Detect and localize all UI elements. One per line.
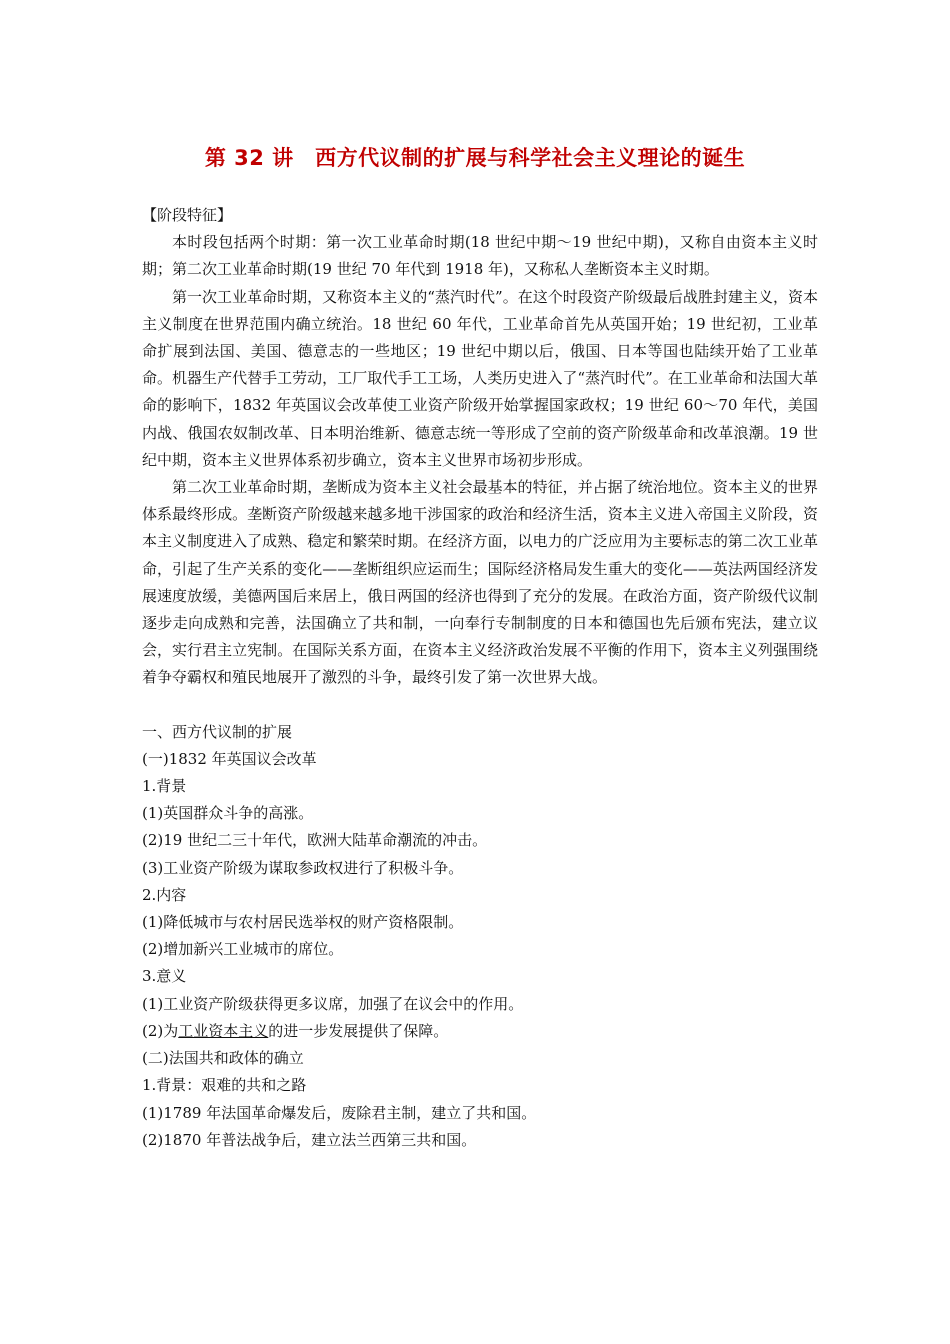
outline-item: (3)工业资产阶级为谋取参政权进行了积极斗争。	[142, 858, 464, 877]
outline-item: (2)增加新兴工业城市的席位。	[142, 940, 344, 959]
outline-heading: 一、西方代议制的扩展	[142, 722, 293, 741]
outline-item: (1)工业资产阶级获得更多议席，加强了在议会中的作用。	[142, 994, 524, 1013]
outline-item: (2)1870 年普法战争后，建立法兰西第三共和国。	[142, 1130, 477, 1149]
outline-text: 的进一步发展提供了保障。	[268, 1021, 449, 1040]
outline-subheading-britain: (一)1832 年英国议会改革	[142, 749, 317, 768]
outline-item-heading: 2.内容	[142, 885, 187, 904]
outline-item-heading: 1.背景	[142, 777, 187, 796]
outline-item: (1)1789 年法国革命爆发后，废除君主制，建立了共和国。	[142, 1103, 537, 1122]
outline-section	[142, 719, 818, 1154]
outline-subheading-france: (二)法国共和政体的确立	[142, 1049, 304, 1068]
underlined-term: 工业资本主义	[178, 1021, 269, 1040]
outline-item	[142, 1018, 818, 1045]
page-title: 第 32 讲 西方代议制的扩展与科学社会主义理论的诞生	[204, 146, 746, 170]
outline-item-heading: 1.背景：艰难的共和之路	[142, 1076, 307, 1095]
outline-item: (1)英国群众斗争的高涨。	[142, 804, 314, 823]
outline-item: (2)19 世纪二三十年代，欧洲大陆革命潮流的冲击。	[142, 831, 488, 850]
section-label: 【阶段特征】	[142, 206, 233, 224]
paragraph-first-industrial-revolution: 第一次工业革命时期，又称资本主义的“蒸汽时代”。在这个时段资产阶级最后战胜封建主义，资本主义制度在世界范围内确立统治。18 世纪 60 年代，工业革命首先从英国开始；19 世纪初，工业革命扩展到法国、美国、德意志的一些地区；19 世纪中期以后，俄国、日本等国也陆续开始了工业革命。机器生产代替手工劳动，工厂取代手工工场，人类历史进入了“蒸汽时代”。在工业革命和法国大革命的影响下，1832 年英国议会改革使工业资产阶级开始掌握国家政权；19 世纪 60～70 年代，美国内战、俄国农奴制改革、日本明治维新、德意志统一等形成了空前的资产阶级革命和改革浪潮。19 世纪中期，资本主义世界体系初步确立，资本主义世界市场初步形成。	[142, 287, 818, 469]
outline-text: (2)为	[142, 1021, 179, 1040]
outline-item: (1)降低城市与农村居民选举权的财产资格限制。	[142, 913, 464, 932]
paragraph-second-industrial-revolution: 第二次工业革命时期，垄断成为资本主义社会最基本的特征，并占据了统治地位。资本主义的世界体系最终形成。垄断资产阶级越来越多地干涉国家的政治和经济生活，资本主义进入帝国主义阶段，资本主义制度进入了成熟、稳定和繁荣时期。在经济方面，以电力的广泛应用为主要标志的第二次工业革命，引起了生产关系的变化——垄断组织应运而生；国际经济格局发生重大的变化——英法两国经济发展速度放缓，美德两国后来居上，俄日两国的经济也得到了充分的发展。在政治方面，资产阶级代议制逐步走向成熟和完善，法国确立了共和制，一向奉行专制制度的日本和德国也先后颁布宪法，建立议会，实行君主立宪制。在国际关系方面，在资本主义经济政治发展不平衡的作用下，资本主义列强围绕着争夺霸权和殖民地展开了激烈的斗争，最终引发了第一次世界大战。	[142, 478, 818, 687]
document-body	[142, 202, 818, 1154]
outline-item-heading: 3.意义	[142, 967, 187, 986]
paragraph-period-overview: 本时段包括两个时期：第一次工业革命时期(18 世纪中期～19 世纪中期)，又称自由资本主义时期；第二次工业革命时期(19 世纪 70 年代到 1918 年)，又称私人垄断资本主义时期。	[142, 233, 818, 279]
